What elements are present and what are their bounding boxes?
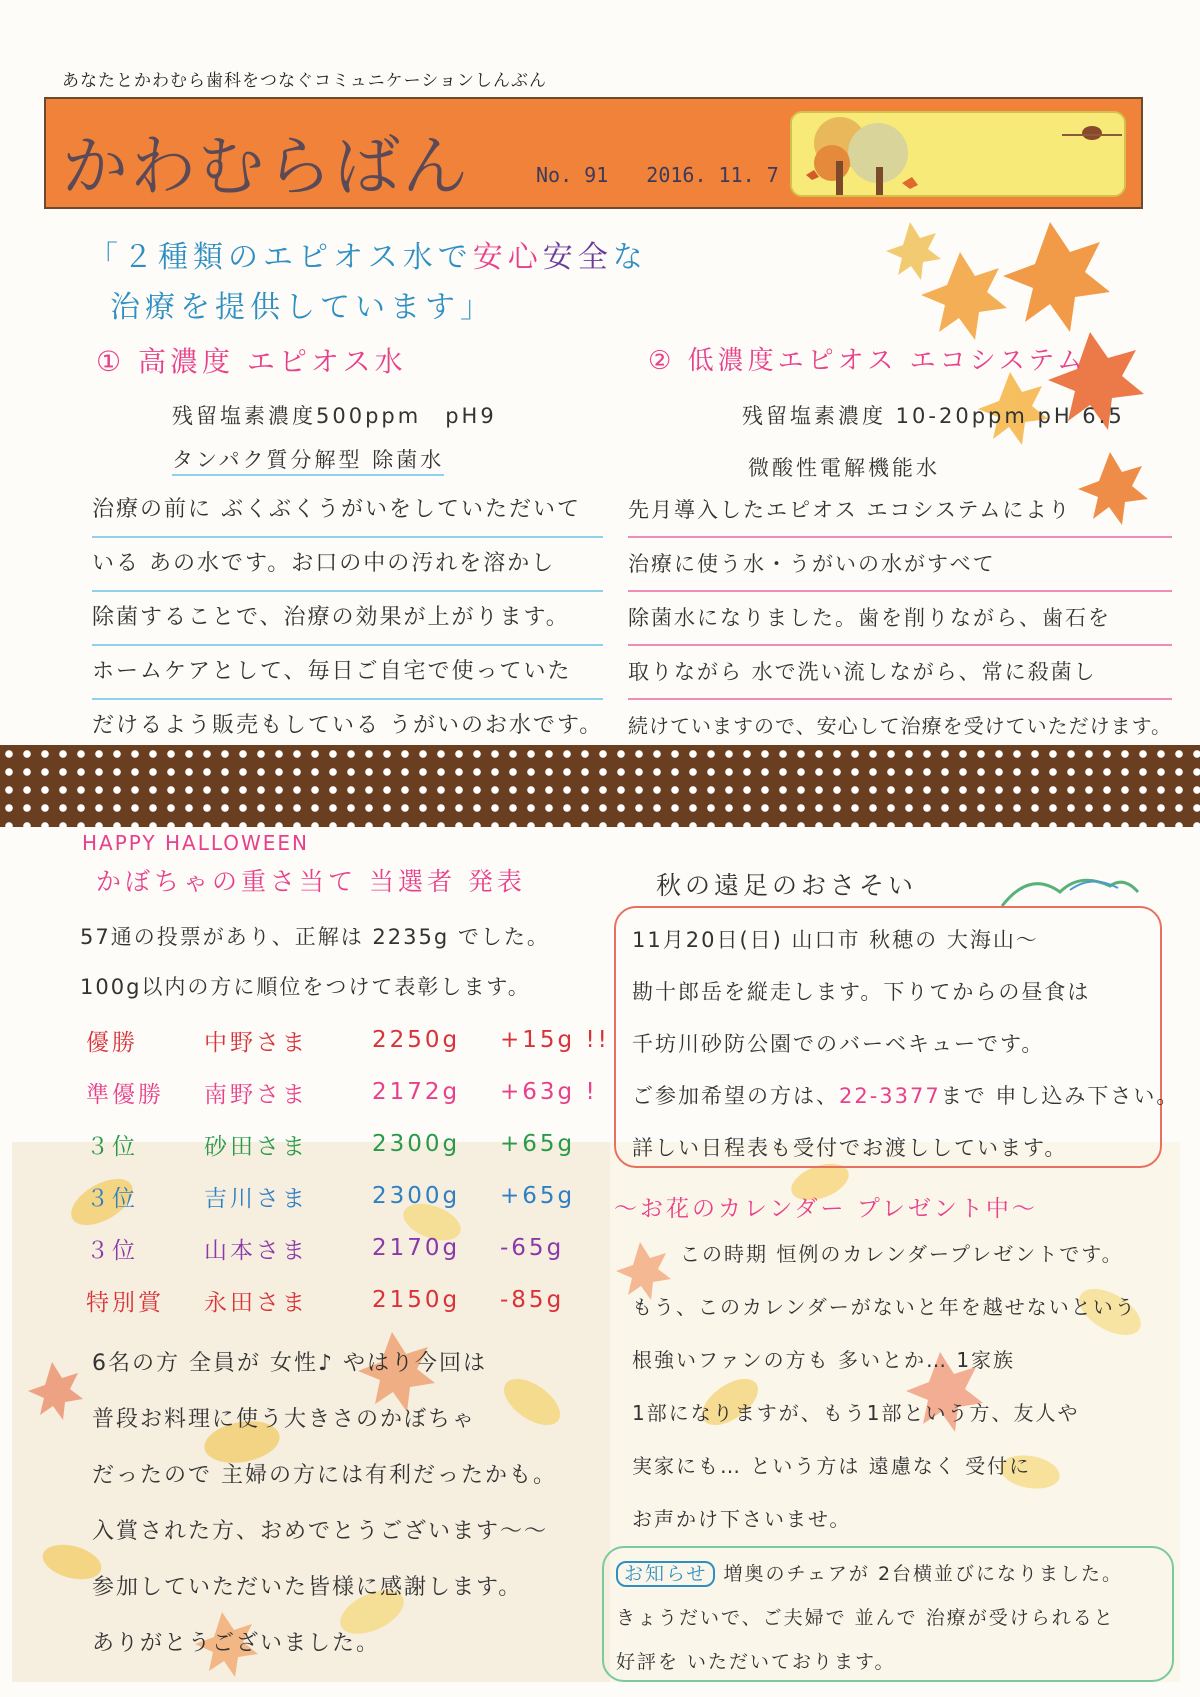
notice-text: 増奥のチェアが 2台横並びになりました。 [723, 1563, 1124, 1585]
headline-text: 「２種類のエピオス水で [88, 240, 473, 275]
calendar-line: 実家にも… という方は 遠慮なく 受付に [632, 1454, 1032, 1478]
table-row [86, 1118, 610, 1170]
rank-cell: 準優勝 [86, 1081, 164, 1108]
right-body-line: 治療に使う水・うがいの水がすべて [628, 538, 1172, 592]
outing-line: 詳しい日程表も受付でお渡ししています。 [632, 1136, 1068, 1160]
polka-dot-divider [0, 745, 1200, 827]
diff-cell: -85g [500, 1287, 565, 1313]
rank-cell: ３位 [86, 1133, 138, 1160]
halloween-label: HAPPY HALLOWEEN [82, 831, 310, 855]
outing-title: 秋の遠足のおさそい [656, 871, 918, 900]
notice-label: お知らせ [616, 1561, 715, 1587]
name-cell: 中野さま [204, 1029, 308, 1056]
diff-cell: +65g [500, 1183, 576, 1209]
rank-cell: 特別賞 [86, 1289, 164, 1316]
left-body-line: いる あの水です。お口の中の汚れを溶かし [92, 538, 603, 592]
name-cell: 南野さま [204, 1081, 308, 1108]
weight-cell: 2300g [372, 1183, 461, 1209]
calendar-line: もう、このカレンダーがないと年を越せないという [632, 1295, 1137, 1319]
calendar-line: お声かけ下さいませ。 [632, 1507, 852, 1531]
comment-line: だったので 主婦の方には有利だったかも。 [92, 1463, 557, 1488]
rank-cell: ３位 [86, 1237, 138, 1264]
right-body-line: 先月導入したエピオス エコシステムにより [628, 484, 1172, 538]
diff-cell: -65g [500, 1235, 565, 1261]
outing-line: 11月20日(日) 山口市 秋穂の 大海山〜 [632, 928, 1039, 952]
comment-line: 6名の方 全員が 女性♪ やはり今回は [92, 1351, 488, 1376]
notice-body [616, 1552, 1123, 1684]
diff-cell: +15g !! [500, 1027, 610, 1053]
contest-comment [92, 1336, 557, 1672]
outing-text: まで 申し込み下さい。 [940, 1084, 1180, 1108]
masthead-banner [44, 97, 1143, 209]
name-cell: 山本さま [204, 1237, 308, 1264]
comment-line: 参加していただいた皆様に感謝します。 [92, 1575, 523, 1600]
comment-line: 入賞された方、おめでとうございます〜〜 [92, 1519, 549, 1544]
right-spec-1: 残留塩素濃度 10-20ppm pH 6.5 [742, 404, 1125, 428]
calendar-title: 〜お花のカレンダー プレゼント中〜 [614, 1196, 1038, 1222]
calendar-line: 根強いファンの方も 多いとか… 1家族 [632, 1348, 1016, 1372]
headline-anzen: 安全 [542, 240, 613, 275]
headline-na: な [612, 240, 648, 275]
newsletter-title: かわむらばん [62, 128, 470, 205]
table-row [86, 1274, 610, 1326]
notice-line: きょうだいで、ご夫婦で 並んで 治療が受けられると [616, 1607, 1115, 1629]
rank-cell: 優勝 [86, 1029, 138, 1056]
headline-anshin: 安心 [472, 240, 543, 275]
issue-number: No. 91 [536, 163, 609, 187]
right-spec-2: 微酸性電解機能水 [748, 456, 940, 480]
weight-cell: 2250g [372, 1027, 461, 1053]
diff-cell: +63g ! [500, 1079, 598, 1105]
table-row [86, 1222, 610, 1274]
left-section-title: ① 高濃度 エピオス水 [96, 345, 407, 378]
calendar-body [632, 1228, 1137, 1546]
table-row [86, 1014, 610, 1066]
right-body-line: 続けていますので、安心して治療を受けていただけます。 [628, 700, 1172, 754]
weight-cell: 2172g [372, 1079, 461, 1105]
outing-line: 千坊川砂防公園でのバーベキューです。 [632, 1032, 1045, 1056]
phone-number: 22-3377 [839, 1084, 941, 1108]
name-cell: 砂田さま [204, 1133, 308, 1160]
autumn-tree-illustration [790, 111, 1126, 197]
contest-title: かぼちゃの重さ当て 当選者 発表 [96, 867, 526, 896]
contest-intro-line: 100g以内の方に順位をつけて表彰します。 [80, 975, 531, 999]
left-spec-1: 残留塩素濃度500ppm pH9 [172, 404, 497, 428]
weight-cell: 2300g [372, 1131, 461, 1157]
calendar-line: この時期 恒例のカレンダープレゼントです。 [680, 1242, 1124, 1266]
left-body-line: 治療の前に ぶくぶくうがいをしていただいて [92, 484, 603, 538]
issue-date: 2016. 11. 7 [646, 163, 779, 187]
tagline: あなたとかわむら歯科をつなぐコミュニケーションしんぶん [62, 71, 547, 91]
calendar-line: 1部になりますが、もう1部という方、友人や [632, 1401, 1080, 1425]
feature-headline-line1 [88, 232, 648, 276]
winners-table [86, 1014, 610, 1326]
contest-intro [80, 912, 550, 1012]
right-body [628, 484, 1172, 754]
outing-text: ご参加希望の方は、 [632, 1084, 839, 1108]
left-body-line: ホームケアとして、毎日ご自宅で使っていた [92, 646, 603, 700]
table-row [86, 1170, 610, 1222]
name-cell: 吉川さま [204, 1185, 308, 1212]
outing-line [632, 1070, 1179, 1122]
notice-line: 好評を いただいております。 [616, 1651, 896, 1673]
left-spec-2: タンパク質分解型 除菌水 [172, 444, 444, 476]
weight-cell: 2150g [372, 1287, 461, 1313]
name-cell: 永田さま [204, 1289, 308, 1316]
comment-line: 普段お料理に使う大きさのかぼちゃ [92, 1407, 477, 1432]
right-section-title: ② 低濃度エピオス エコシステム [648, 346, 1087, 376]
contest-intro-line: 57通の投票があり、正解は 2235g でした。 [80, 925, 550, 949]
mountain-illustration [1000, 862, 1140, 912]
table-row [86, 1066, 610, 1118]
diff-cell: +65g [500, 1131, 576, 1157]
feature-headline-line2: 治療を提供しています」 [110, 290, 495, 325]
notice-line [616, 1552, 1123, 1596]
left-body [92, 484, 603, 754]
weight-cell: 2170g [372, 1235, 461, 1261]
issue-info [536, 163, 805, 187]
left-body-line: 除菌することで、治療の効果が上がります。 [92, 592, 603, 646]
outing-body [632, 914, 1179, 1174]
right-body-line: 除菌水になりました。歯を削りながら、歯石を [628, 592, 1172, 646]
left-body-line: だけるよう販売もしている うがいのお水です。 [92, 700, 603, 754]
comment-line: ありがとうございました。 [92, 1631, 381, 1656]
right-body-line: 取りながら 水で洗い流しながら、常に殺菌し [628, 646, 1172, 700]
outing-line: 勘十郎岳を縦走します。下りてからの昼食は [632, 980, 1091, 1004]
rank-cell: ３位 [86, 1185, 138, 1212]
